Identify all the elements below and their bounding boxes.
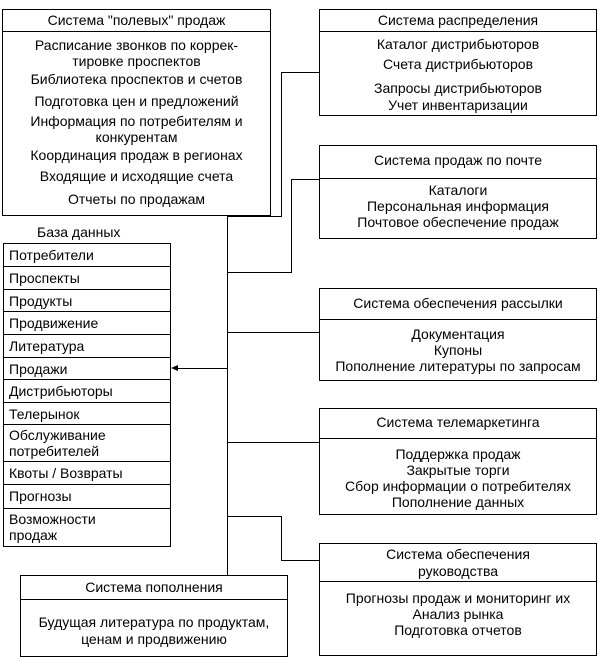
mailing-item: Купоны bbox=[433, 342, 483, 358]
database-row bbox=[4, 312, 170, 335]
database-row-label: Продукты bbox=[9, 293, 73, 309]
replenishment-box bbox=[20, 575, 288, 657]
database-row-label: Прогнозы bbox=[9, 488, 72, 504]
mailing-item: Пополнение литературы по запросам bbox=[335, 358, 581, 374]
arrowhead-to-database bbox=[171, 365, 178, 371]
field-sales-box bbox=[2, 9, 271, 216]
database-row-label: потребителей bbox=[9, 443, 100, 459]
distribution-box bbox=[319, 9, 597, 116]
database-row-label: Продвижение bbox=[9, 315, 99, 331]
telemarketing-box bbox=[319, 408, 597, 515]
database-table bbox=[3, 243, 171, 547]
database-row bbox=[4, 380, 170, 403]
database-row bbox=[4, 290, 170, 312]
database-row-label: Квоты / Возвраты bbox=[9, 465, 123, 481]
field-sales-item: Расписание звонков по коррек- bbox=[34, 37, 239, 53]
management-box bbox=[319, 543, 597, 656]
database-row bbox=[4, 485, 170, 509]
management-title-line: руководства bbox=[417, 563, 499, 579]
mailing-item: Документация bbox=[411, 326, 505, 342]
field-sales-item: Библиотека проспектов и счетов bbox=[30, 71, 243, 87]
mail-sales-item: Почтовое обеспечение продаж bbox=[357, 214, 559, 230]
mail-sales-title: Система продаж по почте bbox=[320, 146, 596, 179]
field-sales-item: Координация продаж в регионах bbox=[30, 147, 243, 163]
database-row bbox=[4, 335, 170, 358]
telemarketing-title: Система телемаркетинга bbox=[320, 409, 596, 439]
database-row-label: Телерынок bbox=[9, 406, 80, 422]
distribution-item: Каталог дистрибьюторов bbox=[376, 36, 540, 52]
database-title: База данных bbox=[37, 224, 121, 240]
field-sales-item: тировке проспектов bbox=[72, 53, 201, 69]
telemarketing-item: Пополнение данных bbox=[391, 494, 525, 510]
mail-sales-item: Каталоги bbox=[428, 182, 488, 198]
management-item: Подготовка отчетов bbox=[394, 622, 522, 638]
field-sales-item: Входящие и исходящие счета bbox=[39, 168, 234, 184]
database-row-label: Литература bbox=[9, 338, 85, 354]
database-row bbox=[4, 403, 170, 425]
field-sales-item: конкурентам bbox=[95, 129, 178, 145]
database-row-label: Обслуживание bbox=[9, 427, 106, 443]
field-sales-item: Информация по потребителям и bbox=[30, 113, 243, 129]
mailing-box bbox=[319, 288, 597, 381]
field-sales-item: Отчеты по продажам bbox=[67, 191, 206, 207]
database-row-label: Возможности bbox=[9, 511, 96, 527]
telemarketing-item: Поддержка продаж bbox=[395, 446, 521, 462]
telemarketing-item: Сбор информации о потребителях bbox=[345, 478, 571, 494]
mailing-title: Система обеспечения рассылки bbox=[320, 289, 596, 320]
mail-sales-item: Персональная информация bbox=[366, 198, 550, 214]
database-row-label: Дистрибьюторы bbox=[9, 383, 113, 399]
database-row-label: Проспекты bbox=[9, 270, 80, 286]
database-row-label: продаж bbox=[9, 527, 58, 543]
management-item: Анализ рынка bbox=[412, 606, 504, 622]
management-title bbox=[320, 544, 596, 582]
database-row bbox=[4, 462, 170, 485]
database-row bbox=[4, 244, 170, 267]
distribution-item: Запросы дистрибьюторов bbox=[374, 80, 542, 96]
distribution-item: Счета дистрибьюторов bbox=[382, 56, 534, 72]
distribution-title: Система распределения bbox=[320, 10, 596, 32]
database-row bbox=[4, 509, 170, 546]
database-row bbox=[4, 425, 170, 462]
management-title-line: Система обеспечения bbox=[386, 546, 530, 562]
field-sales-title: Система "полевых" продаж bbox=[3, 10, 270, 32]
management-item: Прогнозы продаж и мониторинг их bbox=[345, 590, 571, 606]
replenishment-item: ценам и продвижению bbox=[81, 631, 227, 647]
database-row-label: Потребители bbox=[9, 247, 94, 263]
database-row bbox=[4, 267, 170, 290]
telemarketing-item: Закрытые торги bbox=[406, 462, 510, 478]
database-row bbox=[4, 358, 170, 380]
field-sales-item: Подготовка цен и предложений bbox=[34, 93, 239, 109]
replenishment-item: Будущая литература по продуктам, bbox=[38, 614, 270, 630]
database-row-label: Продажи bbox=[9, 361, 68, 377]
distribution-item: Учет инвентаризации bbox=[388, 97, 528, 113]
replenishment-title: Система пополнения bbox=[21, 576, 287, 600]
mail-sales-box bbox=[319, 145, 597, 239]
